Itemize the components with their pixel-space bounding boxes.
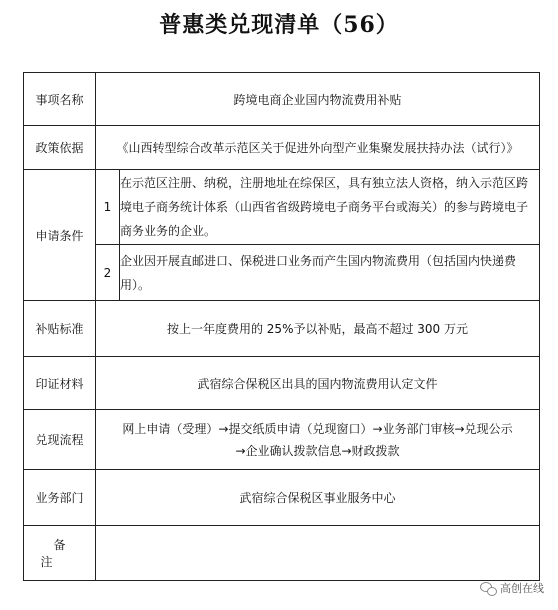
process-line-2: →企业确认拨款信息→财政拨款 [235,443,400,458]
condition-number: 2 [96,245,120,301]
condition-number: 1 [96,170,120,245]
watermark [480,580,544,596]
row-department [24,470,540,526]
process-line-1: 网上申请（受理）→提交纸质申请（兑现窗口）→业务部门审核→兑现公示 [122,421,513,436]
subsidy-standard-label: 补贴标准 [24,301,96,357]
conditions-label: 申请条件 [24,170,96,301]
policy-basis-value: 《山西转型综合改革示范区关于促进外向型产业集聚发展扶持办法（试行）》 [96,126,540,170]
subsidy-standard-value: 按上一年度费用的 25%予以补贴，最高不超过 300 万元 [96,301,540,357]
remarks-label: 备注 [24,526,96,581]
row-redemption-process [24,410,540,470]
process-label: 兑现流程 [24,410,96,470]
row-policy-basis [24,126,540,170]
remarks-value [96,526,540,581]
condition-text: 企业因开展直邮进口、保税进口业务而产生国内物流费用（包括国内快递费用）。 [120,245,540,301]
row-subsidy-standard [24,301,540,357]
page-title: 普惠类兑现清单（56） [159,12,399,38]
row-item-name [24,73,540,126]
department-label: 业务部门 [24,470,96,526]
row-condition-2 [24,245,540,301]
wechat-icon [480,582,496,595]
row-supporting-materials [24,357,540,410]
watermark-text: 高创在线 [500,582,544,595]
materials-value: 武宿综合保税区出具的国内物流费用认定文件 [96,357,540,410]
item-name-label: 事项名称 [24,73,96,126]
item-name-value: 跨境电商企业国内物流费用补贴 [96,73,540,126]
materials-label: 印证材料 [24,357,96,410]
row-condition-1 [24,170,540,245]
condition-text: 在示范区注册、纳税，注册地址在综保区，具有独立法人资格，纳入示范区跨境电子商务统计体系（山西省省级跨境电子商务平台或海关）的参与跨境电子商务业务的企业。 [120,170,540,245]
department-value: 武宿综合保税区事业服务中心 [96,470,540,526]
process-value [96,410,540,470]
row-remarks [24,526,540,581]
policy-basis-label: 政策依据 [24,126,96,170]
redemption-form-table [23,72,540,581]
